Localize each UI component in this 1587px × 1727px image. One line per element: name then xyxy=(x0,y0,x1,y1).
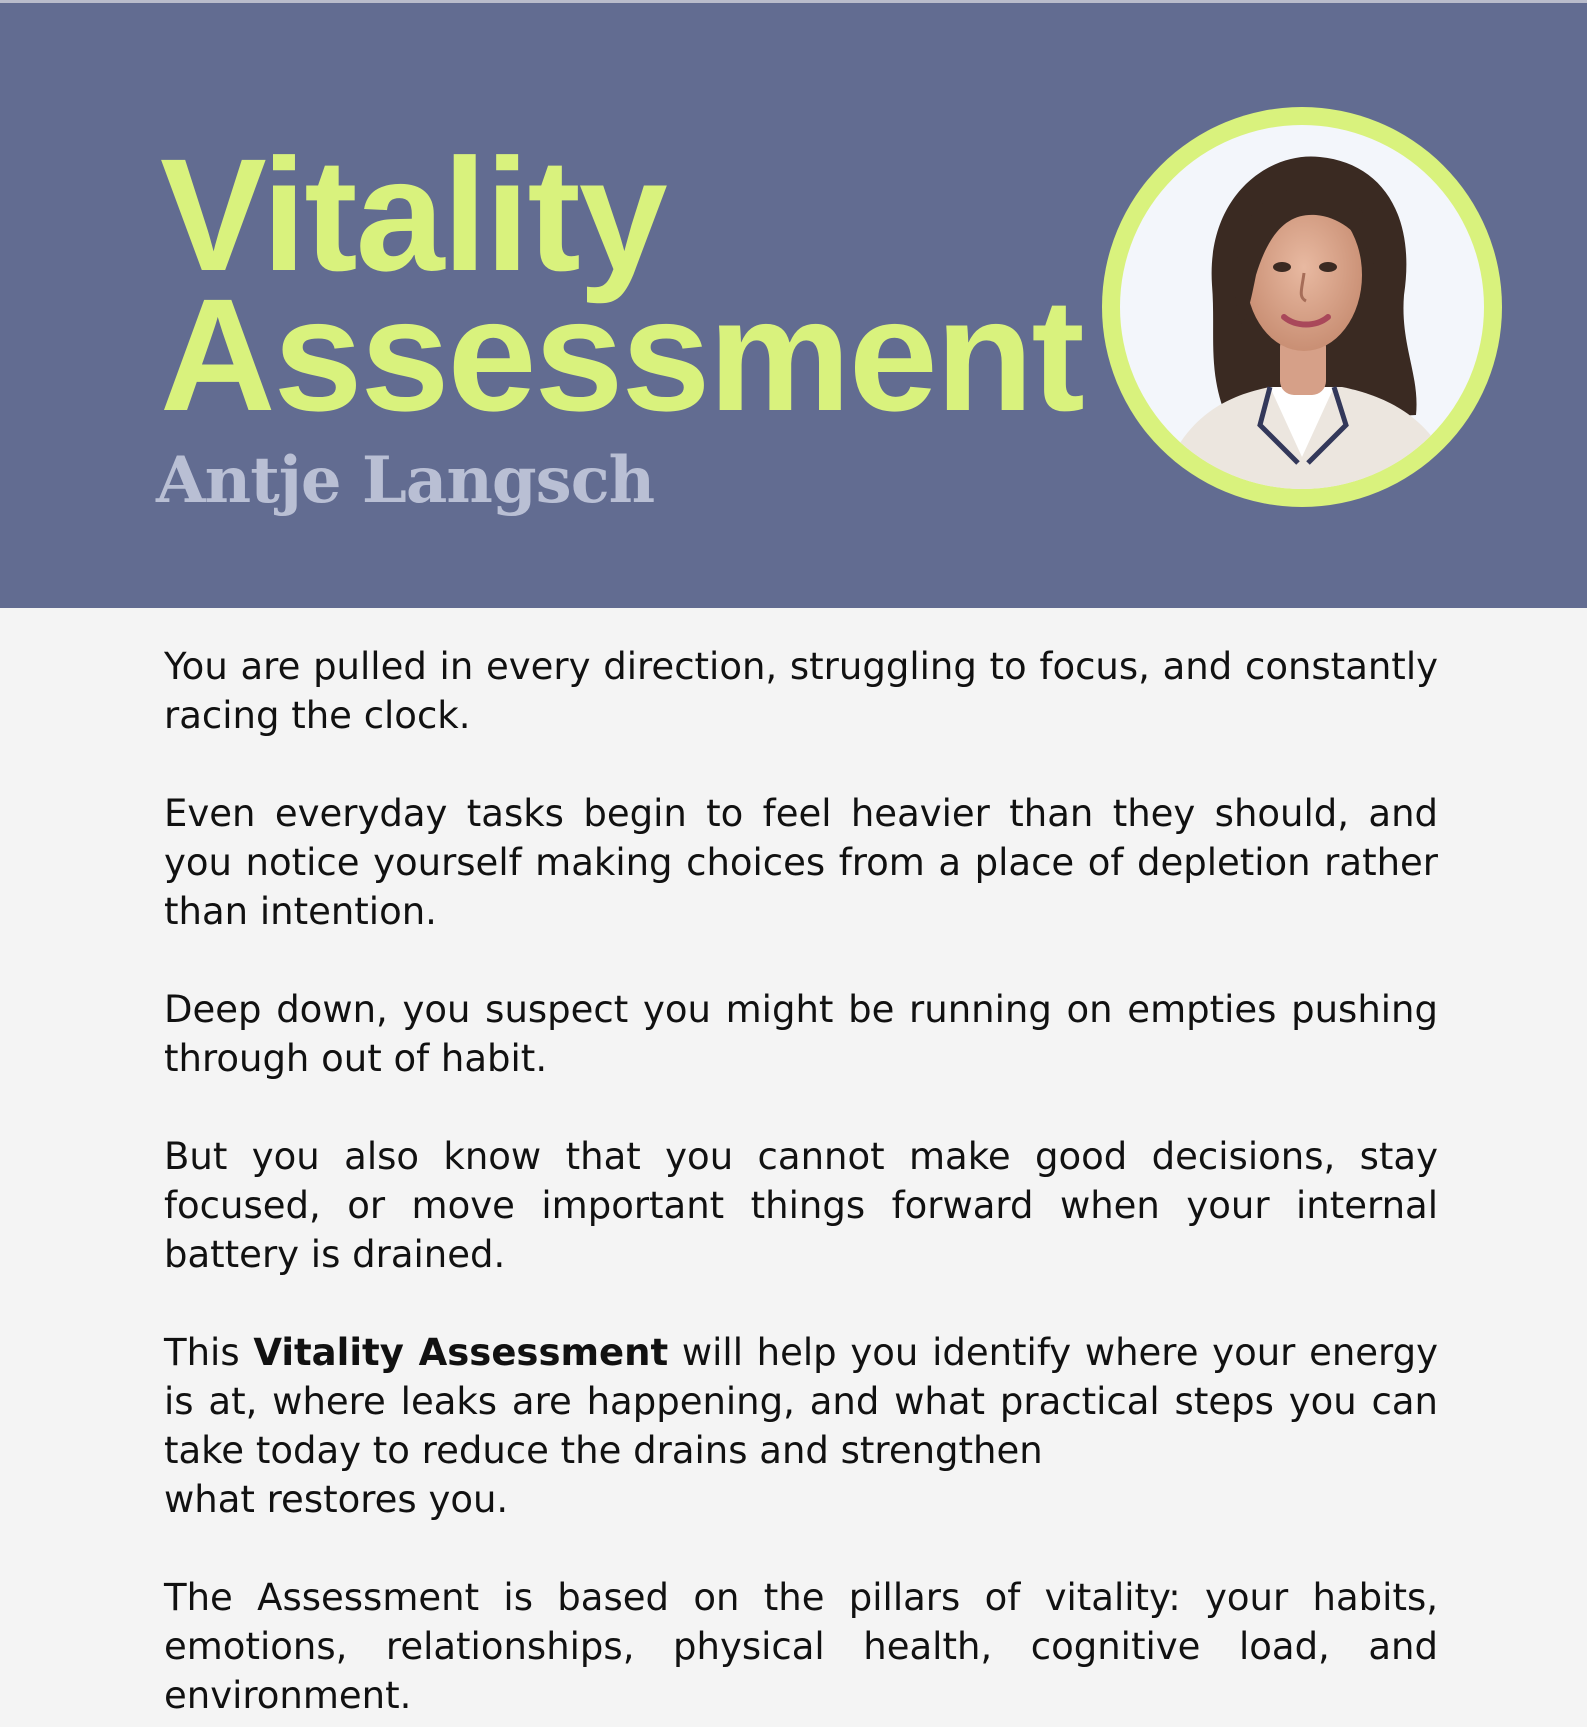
paragraph-6: The Assessment is based on the pillars of vitality: your habits, emotions, relationships, physical health, cognitive load, and environment. xyxy=(164,1576,1438,1717)
paragraph-4: But you also know that you cannot make good decisions, stay focused, or move important things forward when your internal battery is drained. xyxy=(164,1135,1438,1276)
paragraph-5 xyxy=(164,1328,1438,1524)
intro-text xyxy=(164,642,1438,1720)
header-banner xyxy=(0,3,1587,608)
author-portrait xyxy=(1102,107,1502,507)
title-line-1: Vitality xyxy=(160,125,666,304)
paragraph-5-end: what restores you. xyxy=(164,1478,509,1521)
paragraph-3: Deep down, you suspect you might be running on empties pushing through out of habit. xyxy=(164,988,1438,1080)
page-title xyxy=(160,125,1083,444)
paragraph-2: Even everyday tasks begin to feel heavier than they should, and you notice yourself making choices from a place of depletion rather than intention. xyxy=(164,792,1438,933)
paragraph-5-lead: This xyxy=(164,1331,254,1374)
paragraph-1: You are pulled in every direction, struggling to focus, and constantly racing the clock. xyxy=(164,645,1438,737)
paragraph-5-highlight: Vitality Assessment xyxy=(253,1331,669,1374)
title-line-2: Assessment xyxy=(160,265,1083,444)
author-name: Antje Langsch xyxy=(156,443,655,518)
portrait-photo-icon xyxy=(1120,125,1484,489)
paragraph-5-text: will help you identify where your energy is at, where leaks are happening, and what practical steps you can take today to reduce the drains and strengthen xyxy=(164,1331,1439,1472)
